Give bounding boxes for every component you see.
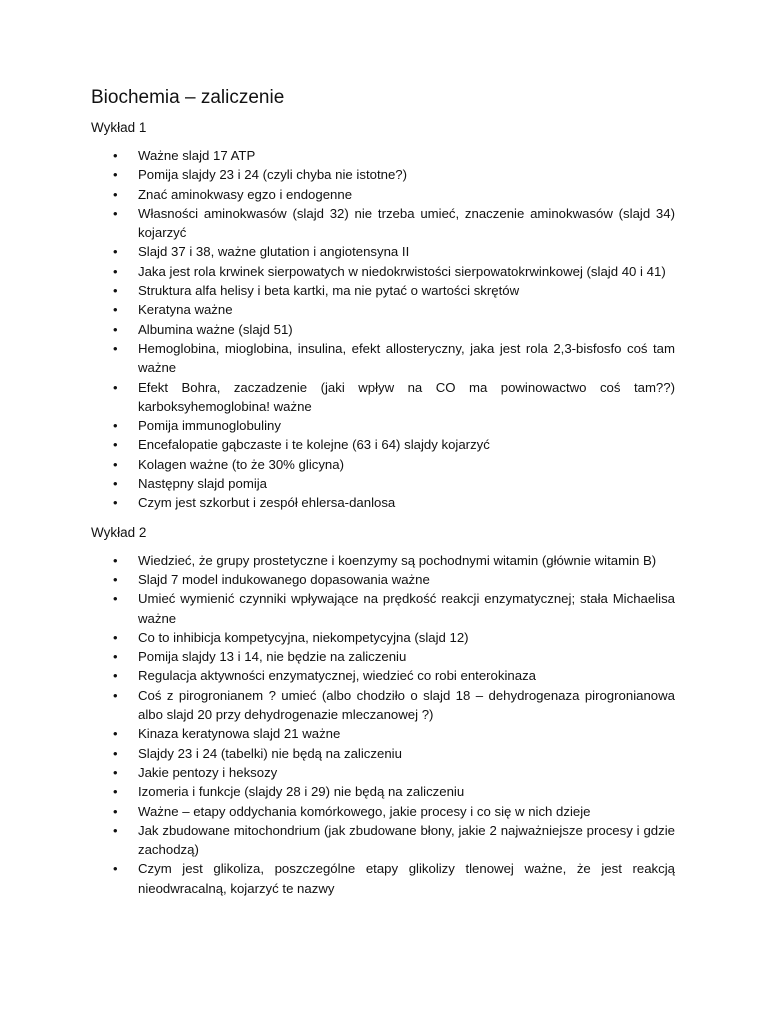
list-item: • Znać aminokwasy egzo i endogenne: [91, 185, 675, 204]
list-item: • Kinaza keratynowa slajd 21 ważne: [91, 724, 675, 743]
list-item: • Jak zbudowane mitochondrium (jak zbudowane błony, jakie 2 najważniejsze procesy i gdzie zachodzą): [91, 821, 675, 860]
list-item: • Własności aminokwasów (slajd 32) nie trzeba umieć, znaczenie aminokwasów (slajd 34) kojarzyć: [91, 204, 675, 243]
list-item: • Pomija immunoglobuliny: [91, 416, 675, 435]
list-item: • Ważne slajd 17 ATP: [91, 146, 675, 165]
list-item: • Albumina ważne (slajd 51): [91, 320, 675, 339]
list-item: • Jakie pentozy i heksozy: [91, 763, 675, 782]
list-item: • Efekt Bohra, zaczadzenie (jaki wpływ na CO ma powinowactwo coś tam??) karboksyhemoglobina! ważne: [91, 378, 675, 417]
list-item: • Umieć wymienić czynniki wpływające na prędkość reakcji enzymatycznej; stała Michaelisa ważne: [91, 589, 675, 628]
list-item: • Regulacja aktywności enzymatycznej, wiedzieć co robi enterokinaza: [91, 666, 675, 685]
document-page: [91, 84, 675, 908]
list-item: • Czym jest szkorbut i zespół ehlersa-danlosa: [91, 493, 675, 512]
section-title-wyklad-2: Wykład 2: [91, 524, 147, 540]
list-item: • Co to inhibicja kompetycyjna, niekompetycyjna (slajd 12): [91, 628, 675, 647]
list-item: • Wiedzieć, że grupy prostetyczne i koenzymy są pochodnymi witamin (głównie witamin B): [91, 551, 675, 570]
list-item: • Jaka jest rola krwinek sierpowatych w niedokrwistości sierpowatokrwinkowej (slajd 40 i 41): [91, 262, 675, 281]
section-title-wyklad-1: Wykład 1: [91, 120, 147, 135]
list-item: • Struktura alfa helisy i beta kartki, ma nie pytać o wartości skrętów: [91, 281, 675, 300]
list-item: • Ważne – etapy oddychania komórkowego, jakie procesy i co się w nich dzieje: [91, 802, 675, 821]
list-item: • Następny slajd pomija: [91, 474, 675, 493]
list-item: • Slajd 37 i 38, ważne glutation i angiotensyna II: [91, 242, 675, 261]
document-title: Biochemia – zaliczenie: [91, 87, 285, 108]
list-item: • Kolagen ważne (to że 30% glicyna): [91, 455, 675, 474]
list-item: • Pomija slajdy 23 i 24 (czyli chyba nie istotne?): [91, 165, 675, 184]
list-item: • Keratyna ważne: [91, 300, 675, 319]
list-item: • Coś z pirogronianem ? umieć (albo chodziło o slajd 18 – dehydrogenaza pirogronianowa albo slajd 20 przy dehydrogenazie mleczanowej ?): [91, 686, 675, 725]
list-item: • Czym jest glikoliza, poszczególne etapy glikolizy tlenowej ważne, że jest reakcją nieodwracalną, kojarzyć te nazwy: [91, 859, 675, 898]
list-item: • Izomeria i funkcje (slajdy 28 i 29) nie będą na zaliczeniu: [91, 782, 675, 801]
list-item: • Pomija slajdy 13 i 14, nie będzie na zaliczeniu: [91, 647, 675, 666]
list-item: • Encefalopatie gąbczaste i te kolejne (63 i 64) slajdy kojarzyć: [91, 435, 675, 454]
list-item: • Slajd 7 model indukowanego dopasowania ważne: [91, 570, 675, 589]
bullet-list-wyklad-1: [91, 146, 675, 513]
list-item: • Hemoglobina, mioglobina, insulina, efekt allosteryczny, jaka jest rola 2,3-bisfosfo coś tam ważne: [91, 339, 675, 378]
list-item: • Slajdy 23 i 24 (tabelki) nie będą na zaliczeniu: [91, 744, 675, 763]
bullet-list-wyklad-2: [91, 551, 675, 898]
